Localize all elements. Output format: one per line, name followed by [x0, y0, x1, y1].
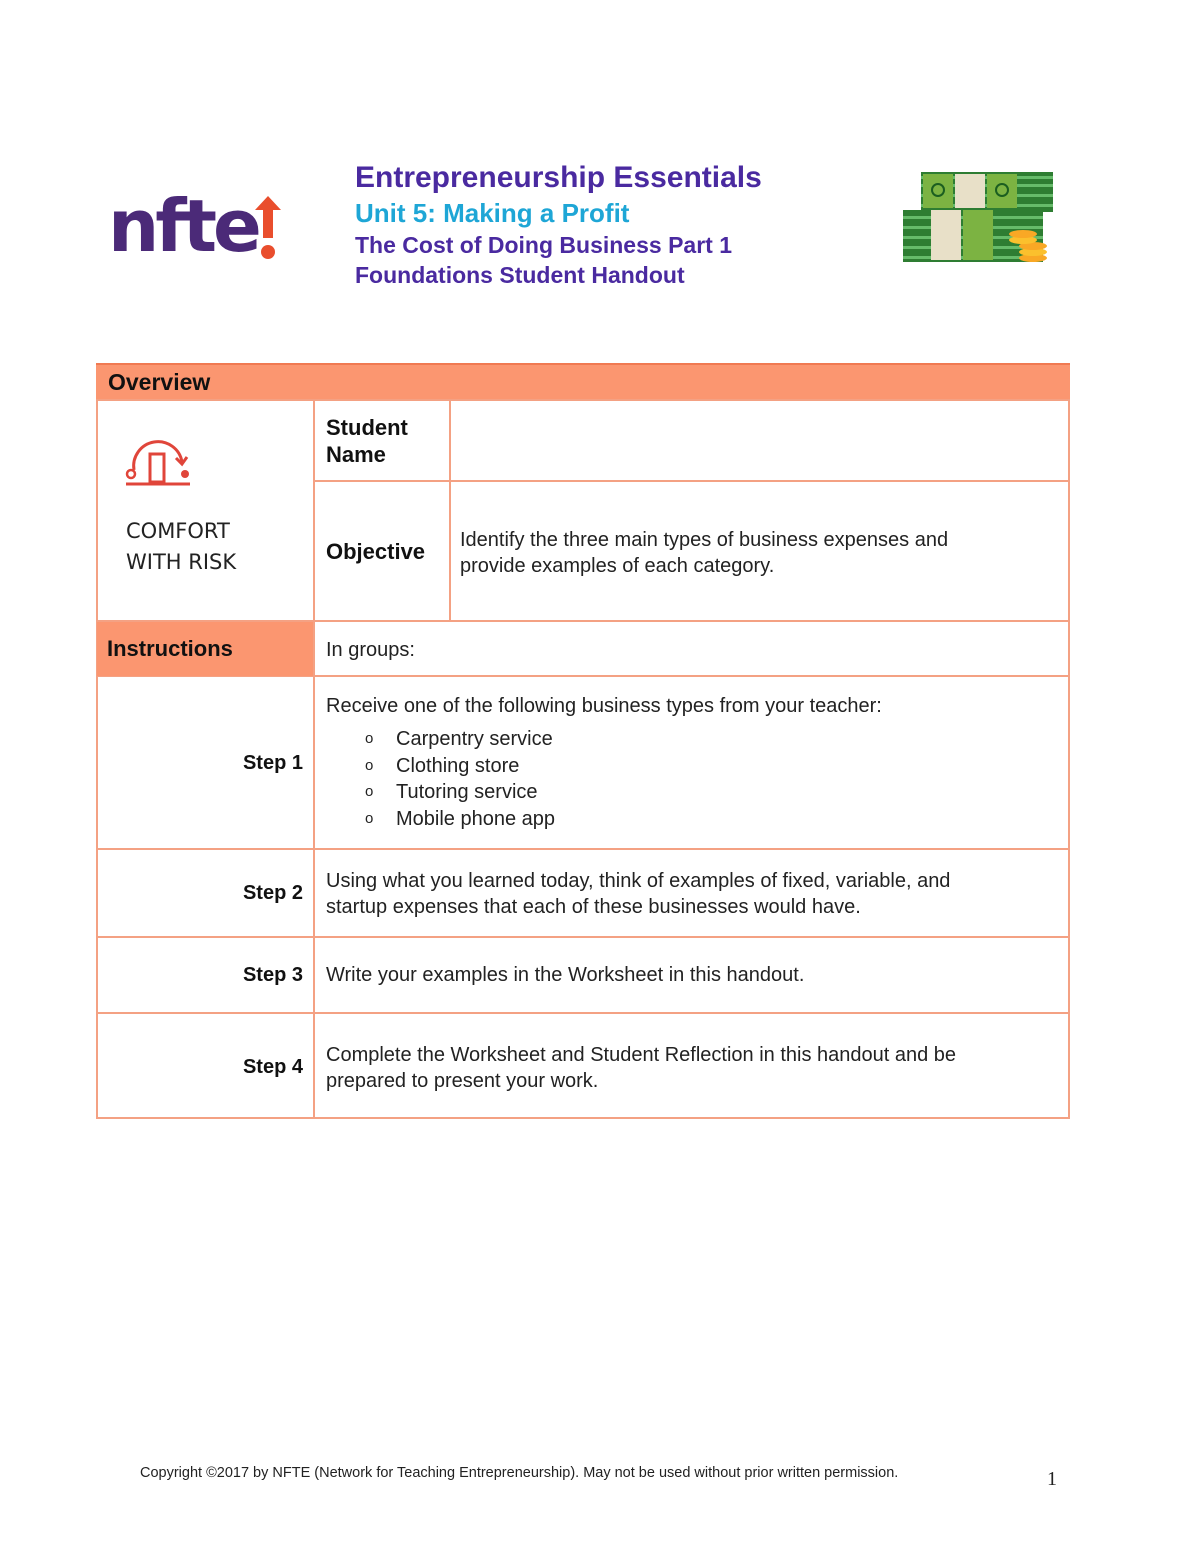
instructions-label: Instructions [107, 636, 233, 661]
unit-title: Unit 5: Making a Profit [355, 198, 630, 228]
bullet-o-icon: o [365, 809, 374, 827]
objective-label: Objective [326, 539, 426, 564]
bullet-o-icon: o [365, 730, 374, 747]
list-item [365, 779, 555, 806]
objective-text [460, 527, 948, 579]
business-type: Mobile phone app [396, 807, 556, 830]
business-type: Carpentry service [396, 728, 553, 750]
step-4-label: Step 4 [242, 1056, 303, 1078]
step-2-line-2: startup expenses that each of these businesses would have. [326, 896, 861, 918]
money-stack-icon [903, 170, 1055, 266]
business-type-list [365, 726, 555, 832]
business-type: Tutoring service [396, 781, 538, 803]
step-2-label: Step 2 [242, 882, 303, 904]
step-4-line-2: prepared to present your work. [326, 1070, 599, 1092]
competency-line-1: COMFORT [126, 519, 230, 543]
list-item [365, 806, 555, 833]
student-name-label-line-1: Student [326, 415, 408, 440]
header-titles [355, 160, 762, 290]
step-2-line-1: Using what you learned today, think of examples of fixed, variable, and [326, 870, 951, 892]
overview-header [96, 363, 1070, 401]
logo-exclamation-icon [255, 196, 281, 262]
divider [313, 399, 315, 1119]
student-name-label-line-2: Name [326, 442, 386, 467]
competency-label [126, 516, 236, 578]
step-3-label: Step 3 [242, 964, 303, 986]
bullet-o-icon: o [365, 783, 374, 800]
objective-line-2: provide examples of each category. [460, 555, 775, 577]
divider [96, 936, 1070, 938]
step-1-text: Receive one of the following business types from your teacher: [326, 695, 882, 717]
competency-line-2: WITH RISK [126, 550, 237, 574]
divider [449, 399, 451, 622]
step-4-text [326, 1042, 956, 1094]
divider [96, 399, 1070, 401]
list-item [365, 753, 555, 780]
business-type: Clothing store [396, 754, 520, 777]
step-4-line-1: Complete the Worksheet and Student Reflection in this handout and be [326, 1044, 957, 1066]
bullet-o-icon: o [365, 756, 374, 774]
comfort-with-risk-icon [124, 432, 192, 490]
overview-label: Overview [108, 369, 211, 395]
course-title: Entrepreneurship Essentials [355, 161, 762, 194]
instructions-header [97, 622, 313, 676]
logo-text: nfte [108, 184, 258, 268]
objective-line-1: Identify the three main types of business expenses and [460, 529, 949, 551]
student-name-label [326, 414, 408, 468]
divider [96, 1117, 1070, 1119]
student-name-field[interactable] [460, 412, 1060, 476]
copyright-notice: Copyright ©2017 by NFTE (Network for Teaching Entrepreneurship). May not be used without prior written permission. [140, 1465, 899, 1481]
lesson-title: The Cost of Doing Business Part 1 [355, 232, 732, 258]
page-number: 1 [1047, 1468, 1057, 1490]
step-3-text: Write your examples in the Worksheet in this handout. [326, 964, 805, 986]
step-2-text [326, 868, 950, 920]
step-1-label: Step 1 [242, 752, 303, 774]
handout-subtitle: Foundations Student Handout [355, 262, 685, 288]
divider [96, 848, 1070, 850]
list-item [365, 726, 555, 753]
divider [314, 480, 1070, 482]
overview-table [96, 363, 1070, 1119]
instructions-intro: In groups: [326, 639, 415, 661]
divider [96, 1012, 1070, 1014]
